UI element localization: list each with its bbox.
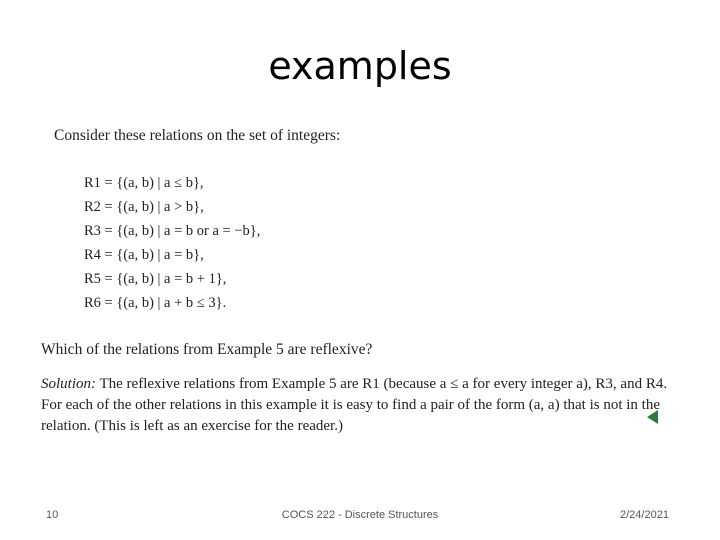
relation-row — [84, 267, 260, 291]
slide-title: examples — [268, 44, 452, 88]
left-triangle-pointer-icon[interactable] — [647, 410, 658, 424]
relation-definition: = {(a, b) | a + b ≤ 3}. — [100, 295, 227, 311]
page-number: 10 — [46, 509, 59, 521]
footer-course: COCS 222 - Discrete Structures — [281, 509, 439, 521]
relations-list — [84, 171, 260, 315]
solution-paragraph — [41, 374, 671, 437]
footer-date: 2/24/2021 — [620, 509, 669, 521]
solution-text: The reflexive relations from Example 5 are R1 (because a ≤ a for every integer a), R3, and R4. For each of the other relations in this example it is easy to find a pair of the form (a, a) that is not in the relation. (This is left as an exercise for the reader.) — [41, 376, 668, 434]
solution-label: Solution: — [41, 376, 96, 392]
relation-definition: = {(a, b) | a > b}, — [100, 199, 204, 215]
question-text: Which of the relations from Example 5 are reflexive? — [41, 341, 373, 358]
relation-definition: = {(a, b) | a ≤ b}, — [100, 175, 204, 191]
relation-definition: = {(a, b) | a = b + 1}, — [100, 271, 227, 287]
relation-row — [84, 171, 260, 195]
relation-row — [84, 195, 260, 219]
relation-name: R6 — [84, 295, 101, 311]
relation-row — [84, 219, 260, 243]
relation-name: R5 — [84, 271, 101, 287]
relation-row — [84, 291, 260, 315]
relation-definition: = {(a, b) | a = b or a = −b}, — [100, 223, 261, 239]
relation-name: R1 — [84, 175, 101, 191]
intro-text: Consider these relations on the set of integers: — [54, 127, 341, 144]
relation-name: R2 — [84, 199, 101, 215]
relation-definition: = {(a, b) | a = b}, — [100, 247, 204, 263]
relation-row — [84, 243, 260, 267]
relation-name: R3 — [84, 223, 101, 239]
relation-name: R4 — [84, 247, 101, 263]
